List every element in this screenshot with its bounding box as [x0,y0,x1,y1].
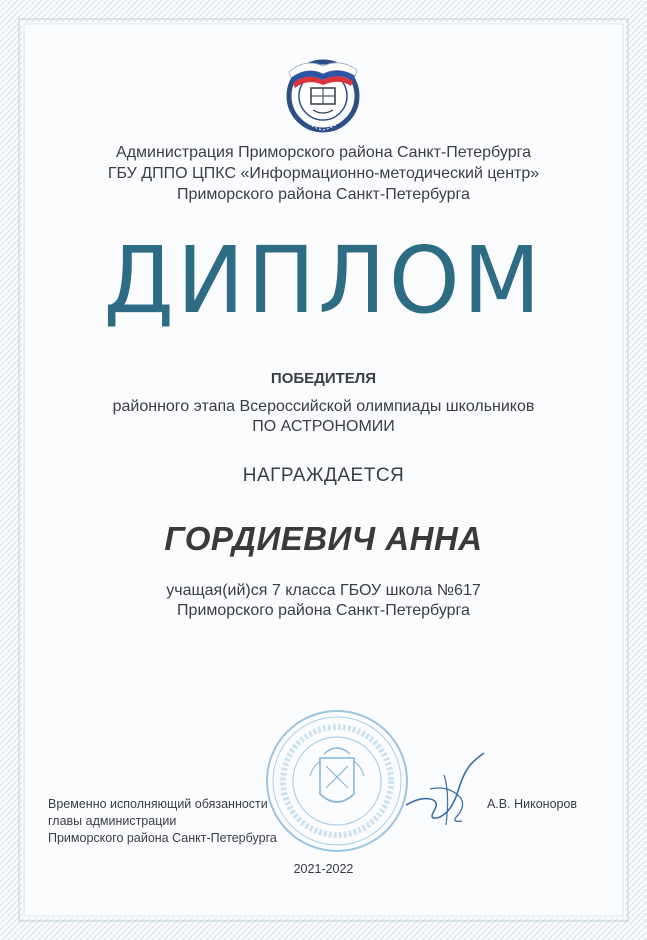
signature-icon [400,745,490,830]
header-district: Приморского района Санкт-Петербурга [177,186,470,203]
header-administration: Администрация Приморского района Санкт-Петербурга [116,144,531,161]
academic-year: 2021-2022 [293,862,354,876]
diploma-title: ДИПЛОМ [103,227,544,334]
award-subject: ПО АСТРОНОМИИ [252,418,395,435]
header-institution: ГБУ ДППО ЦПКС «Информационно-методический центр» [107,165,540,182]
awarded-label: НАГРАЖДАЕТСЯ [242,465,405,486]
recipient-district: Приморского района Санкт-Петербурга [177,602,470,619]
award-status: ПОБЕДИТЕЛЯ [270,370,377,387]
recipient-school: учащая(ий)ся 7 класса ГБОУ школа №617 [166,582,481,599]
olympiad-emblem-icon [281,52,365,136]
recipient-name: ГОРДИЕВИЧ АННА [164,520,483,557]
award-stage: районного этапа Всероссийской олимпиады школьников [112,398,535,415]
signatory-name: А.В. Никоноров [487,797,578,811]
signatory-role: главы администрации [48,814,177,828]
official-seal-icon [262,706,412,856]
signatory-district: Приморского района Санкт-Петербурга [48,831,277,845]
signatory-position: Временно исполняющий обязанности [48,797,268,811]
